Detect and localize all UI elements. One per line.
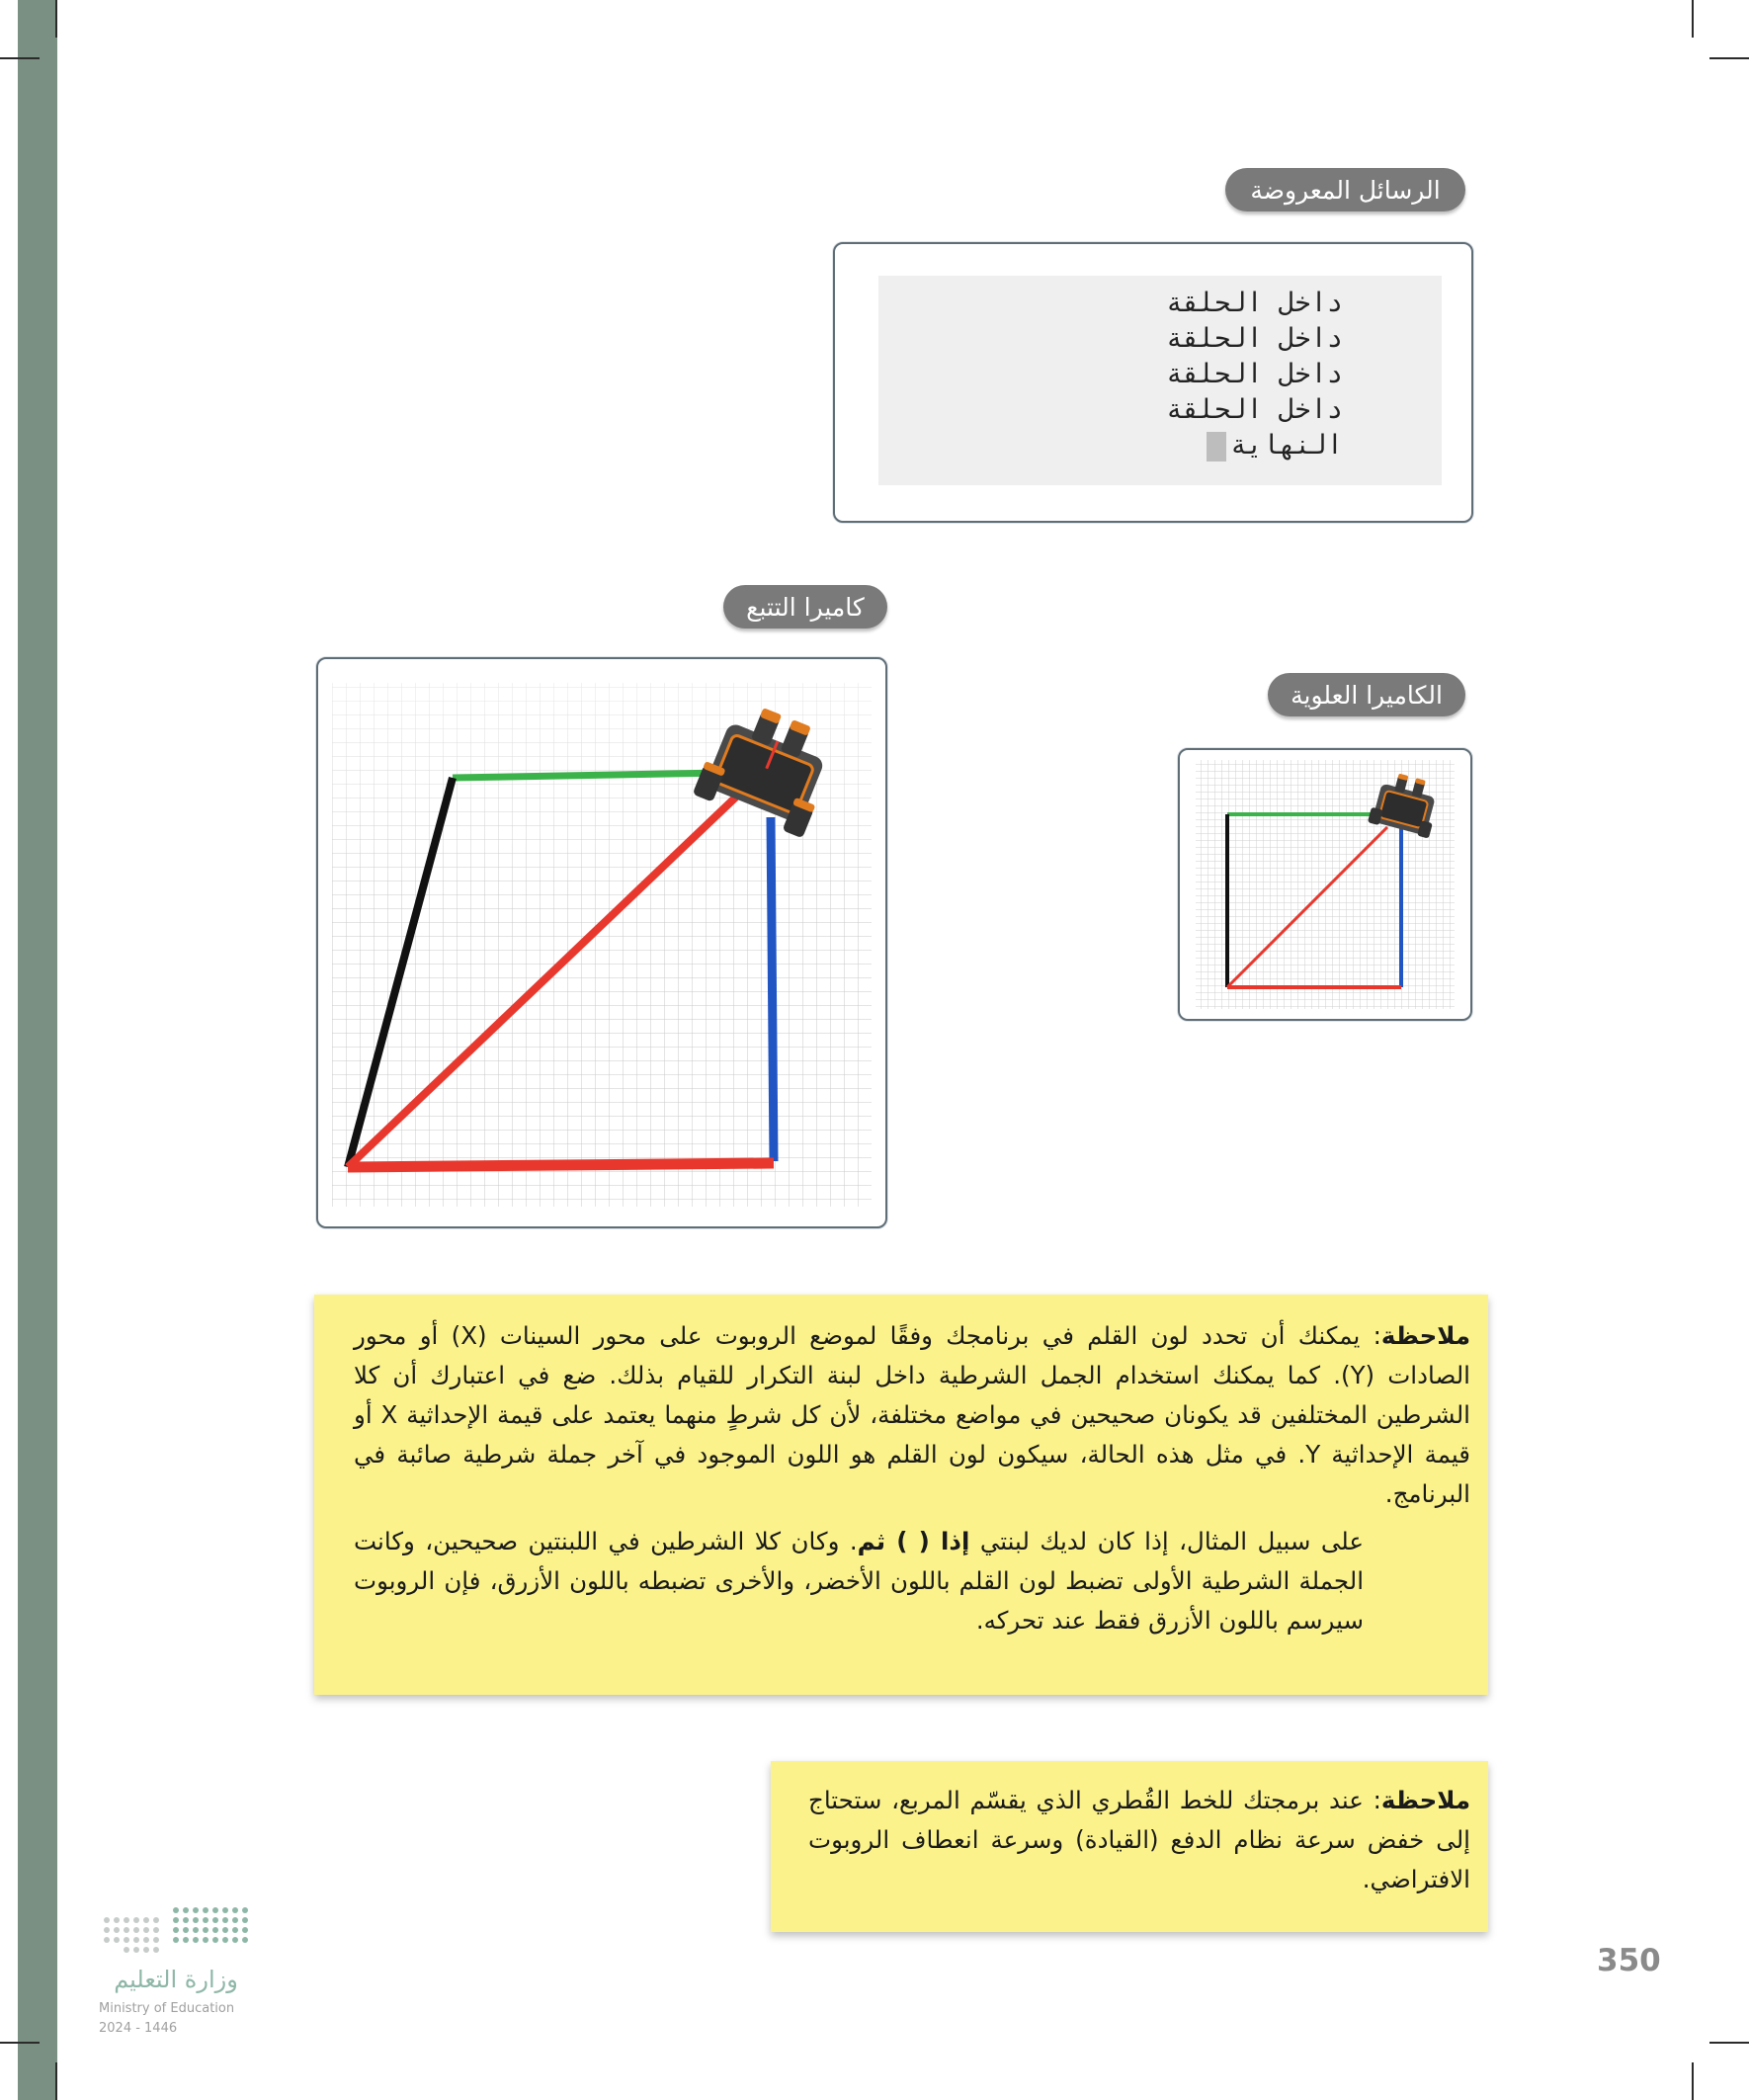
- crop-mark: [1692, 0, 1694, 38]
- blue-path: [771, 817, 774, 1161]
- tracking-camera-title: كاميرا التتبع: [746, 592, 865, 622]
- ministry-logo: [97, 1902, 265, 2041]
- ministry-name-ar: وزارة التعليم: [114, 1966, 238, 1993]
- note-paragraph-2: [354, 1522, 1470, 1640]
- note-bold-block-name: إذا ( ) ثم: [857, 1527, 970, 1555]
- tracking-camera-scene: [318, 659, 885, 1226]
- top-camera-view: [1178, 748, 1472, 1021]
- text-cursor: [1207, 432, 1226, 462]
- crop-mark: [1709, 57, 1749, 59]
- note-pen-color-body: [354, 1316, 1470, 1640]
- note-diagonal-speed: [771, 1761, 1488, 1932]
- ministry-name-en: Ministry of Education: [99, 2001, 235, 2016]
- note-text: . وكان كلا الشرطين في اللبنتين صحيحين، وكانت الجملة الشرطية الأولى تضبط لون القلم باللون الأخضر، والأخرى تضبطه باللون الأزرق، فإن الروبوت سيرسم باللون الأزرق فقط عند تحركه.: [354, 1527, 1364, 1635]
- note-paragraph: ملاحظة: عند برمجتك للخط القُطري الذي يقسّم المربع، ستحتاج إلى خفض سرعة نظام الدفع (القيادة) وسرعة انعطاف الروبوت الافتراضي.: [808, 1786, 1471, 1893]
- note-text: يمكنك أن تحدد لون القلم في برنامجك وفقًا لموضع الروبوت على محور السينات (X) أو محور الصادات (Y). كما يمكنك استخدام الجمل الشرطية داخل لبنة التكرار للقيام بذلك. ضع في اعتبارك أن كلا الشرطين المختلفين قد يكونان صحيحين في مواضع مختلفة، لأن كل شرطٍ منهما يعتمد على قيمة الإحداثية X أو قيمة الإحداثية Y. في مثل هذه الحالة، سيكون لون القلم هو اللون الموجود في آخر جملة شرطية صائبة في البرنامج.: [354, 1321, 1470, 1508]
- messages-title: الرسائل المعروضة: [1250, 175, 1441, 205]
- note-text: عند برمجتك للخط القُطري الذي يقسّم المربع، ستحتاج إلى خفض سرعة نظام الدفع (القيادة) وسرعة انعطاف الروبوت الافتراضي.: [808, 1786, 1470, 1893]
- tracking-camera-pill: [723, 585, 887, 629]
- top-camera-pill: [1268, 673, 1465, 716]
- page-number: 350: [1597, 1943, 1661, 1978]
- crop-mark: [55, 0, 57, 38]
- green-path: [453, 773, 723, 778]
- note-pen-color: [314, 1295, 1488, 1695]
- note-label: ملاحظة: [1380, 1786, 1471, 1814]
- note-label: ملاحظة: [1380, 1321, 1470, 1350]
- top-camera-title: الكاميرا العلوية: [1291, 680, 1443, 710]
- console-output: [878, 276, 1442, 485]
- console-line: داخل الحلقة: [1166, 288, 1343, 318]
- vision-dots-icon: [97, 1902, 255, 1962]
- red-bottom-path: [348, 1163, 774, 1167]
- side-bar: [18, 0, 57, 2100]
- console-line: داخل الحلقة: [1166, 359, 1343, 389]
- crop-mark: [55, 2062, 57, 2100]
- top-camera-scene: [1180, 750, 1470, 1019]
- note-text: على سبيل المثال، إذا كان لديك لبنتي: [979, 1527, 1365, 1555]
- console-line: داخل الحلقة: [1166, 394, 1343, 425]
- crop-mark: [1709, 2042, 1749, 2044]
- console-line: داخل الحلقة: [1166, 323, 1343, 354]
- note-diagonal-speed-body: [808, 1781, 1470, 1899]
- crop-mark: [0, 57, 40, 59]
- note-paragraph-1: ملاحظة: يمكنك أن تحدد لون القلم في برنامجك وفقًا لموضع الروبوت على محور السينات (X) أو محور الصادات (Y). كما يمكنك استخدام الجمل الشرطية داخل لبنة التكرار للقيام بذلك. ضع في اعتبارك أن كلا الشرطين المختلفين قد يكونان صحيحين في مواضع مختلفة، لأن كل شرطٍ منهما يعتمد على قيمة الإحداثية X أو قيمة الإحداثية Y. في مثل هذه الحالة، سيكون لون القلم هو اللون الموجود في آخر جملة شرطية صائبة في البرنامج.: [354, 1321, 1470, 1508]
- console-line-end: [878, 428, 1343, 463]
- crop-mark: [1692, 2062, 1694, 2100]
- crop-mark: [0, 2042, 40, 2044]
- ministry-year: 2024 - 1446: [99, 2021, 178, 2036]
- messages-console: [833, 242, 1473, 523]
- console-end-text: النهاية: [1230, 430, 1343, 461]
- console-lines: [878, 286, 1343, 463]
- messages-title-pill: [1225, 168, 1465, 211]
- tracking-camera-view: [316, 657, 887, 1228]
